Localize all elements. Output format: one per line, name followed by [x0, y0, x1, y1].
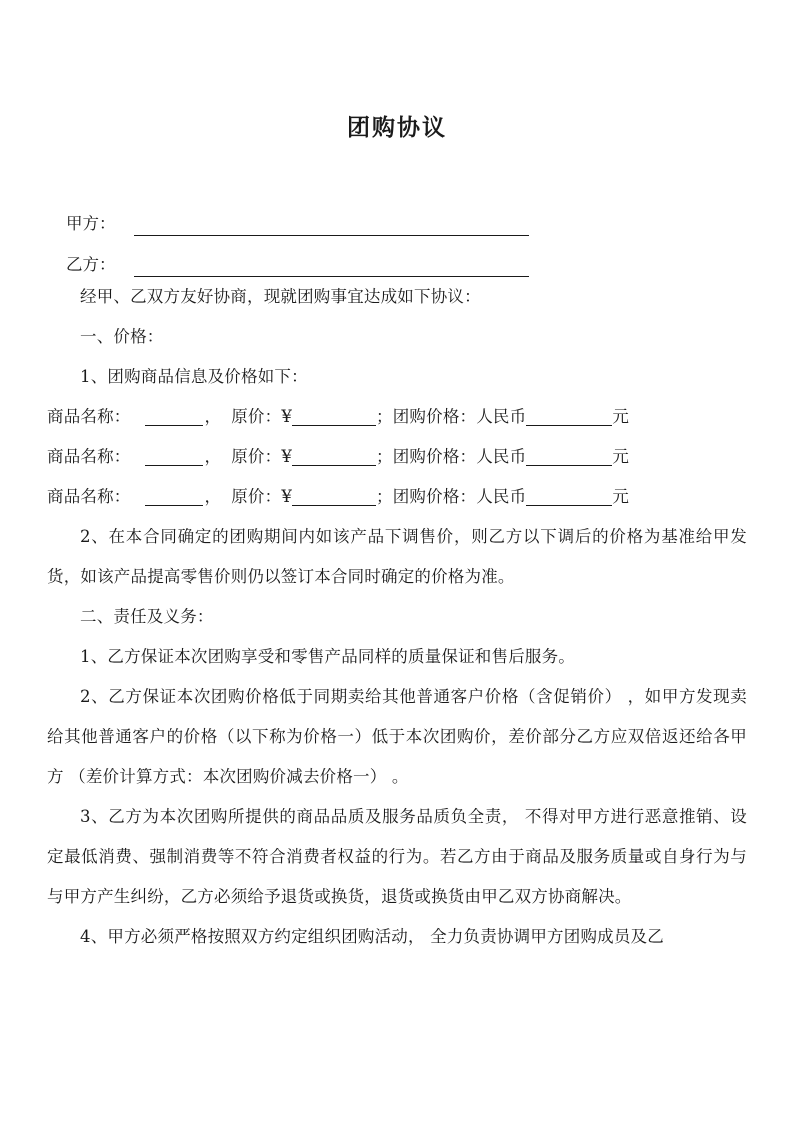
- party-row-first: [47, 195, 747, 236]
- section-duties-item-2: 2、乙方保证本次团购价格低于同期卖给其他普通客户价格（含促销价） ，如甲方发现卖给其他普通客户的价格（以下称为价格一）低于本次团购价，差价部分乙方应双倍返还给各甲方 （差价计算方式：本次团购价减去价格一） 。: [47, 686, 747, 786]
- price-row-2-original-label: 原价：: [231, 446, 282, 466]
- party-fields: [47, 195, 747, 277]
- price-row-3-group-label: 团购价格：人民币: [392, 486, 527, 506]
- price-row-1-group-input[interactable]: [526, 407, 612, 425]
- price-row-3-unit: 元: [612, 486, 630, 506]
- section-price-item-1: 1、团购商品信息及价格如下：: [80, 366, 308, 386]
- document-body: [47, 0, 747, 957]
- price-row-2: [47, 437, 747, 477]
- intro-paragraph: 经甲、乙双方友好协商，现就团购事宜达成如下协议：: [80, 286, 481, 306]
- page-title: 团购协议: [347, 114, 447, 141]
- price-row-3-name-label: 商品名称：: [47, 486, 131, 506]
- price-row-3-currency-icon: ¥: [281, 486, 293, 506]
- section-price-item-2: 2、在本合同确定的团购期间内如该产品下调售价，则乙方以下调后的价格为基准给甲发货，如该产品提高零售价则仍以签订本合同时确定的价格为准。: [47, 526, 747, 586]
- section-duties-item-1: 1、乙方保证本次团购享受和零售产品同样的质量保证和售后服务。: [80, 646, 575, 666]
- price-row-3: [47, 477, 747, 517]
- price-row-1-comma: ，: [204, 406, 222, 426]
- price-row-1-group-label: 团购价格：人民币: [392, 406, 527, 426]
- party-row-second: [47, 236, 747, 277]
- price-row-2-semicolon: ；: [376, 446, 393, 466]
- price-row-3-semicolon: ；: [376, 486, 393, 506]
- price-row-1-original-label: 原价：: [231, 406, 282, 426]
- price-row-2-comma: ，: [204, 446, 222, 466]
- price-row-1-unit: 元: [612, 406, 630, 426]
- price-row-3-original-input[interactable]: [292, 487, 376, 505]
- price-row-2-name-label: 商品名称：: [47, 446, 131, 466]
- price-row-1-semicolon: ；: [376, 406, 393, 426]
- price-row-2-original-input[interactable]: [292, 447, 376, 465]
- price-row-3-comma: ，: [204, 486, 222, 506]
- price-row-1-name-label: 商品名称：: [47, 406, 131, 426]
- price-row-3-original-label: 原价：: [231, 486, 282, 506]
- section-heading-duties: 二、责任及义务：: [80, 606, 214, 626]
- section-duties-item-3: 3、乙方为本次团购所提供的商品品质及服务品质负全责， 不得对甲方进行恶意推销、设定最低消费、强制消费等不符合消费者权益的行为。若乙方由于商品及服务质量或自身行为与与甲方产生纠纷，乙方必须给予退货或换货，退货或换货由甲乙双方协商解决。: [47, 806, 747, 906]
- price-row-2-name-input[interactable]: [145, 447, 203, 465]
- price-row-2-group-label: 团购价格：人民币: [392, 446, 527, 466]
- price-row-1-currency-icon: ¥: [281, 406, 293, 426]
- price-row-2-currency-icon: ¥: [281, 446, 293, 466]
- price-row-3-name-input[interactable]: [145, 487, 203, 505]
- party-label-second: 乙方：: [66, 255, 116, 275]
- party-input-second[interactable]: [134, 261, 529, 277]
- section-heading-price: 一、价格：: [80, 326, 164, 346]
- section-duties-item-4: 4、甲方必须严格按照双方约定组织团购活动， 全力负责协调甲方团购成员及乙: [80, 926, 664, 946]
- price-row-2-unit: 元: [612, 446, 630, 466]
- party-label-first: 甲方：: [66, 214, 116, 234]
- price-row-3-group-input[interactable]: [526, 487, 612, 505]
- price-row-2-group-input[interactable]: [526, 447, 612, 465]
- price-row-1-original-input[interactable]: [292, 407, 376, 425]
- party-input-first[interactable]: [134, 220, 529, 236]
- price-row-1-name-input[interactable]: [145, 407, 203, 425]
- price-row-1: [47, 397, 747, 437]
